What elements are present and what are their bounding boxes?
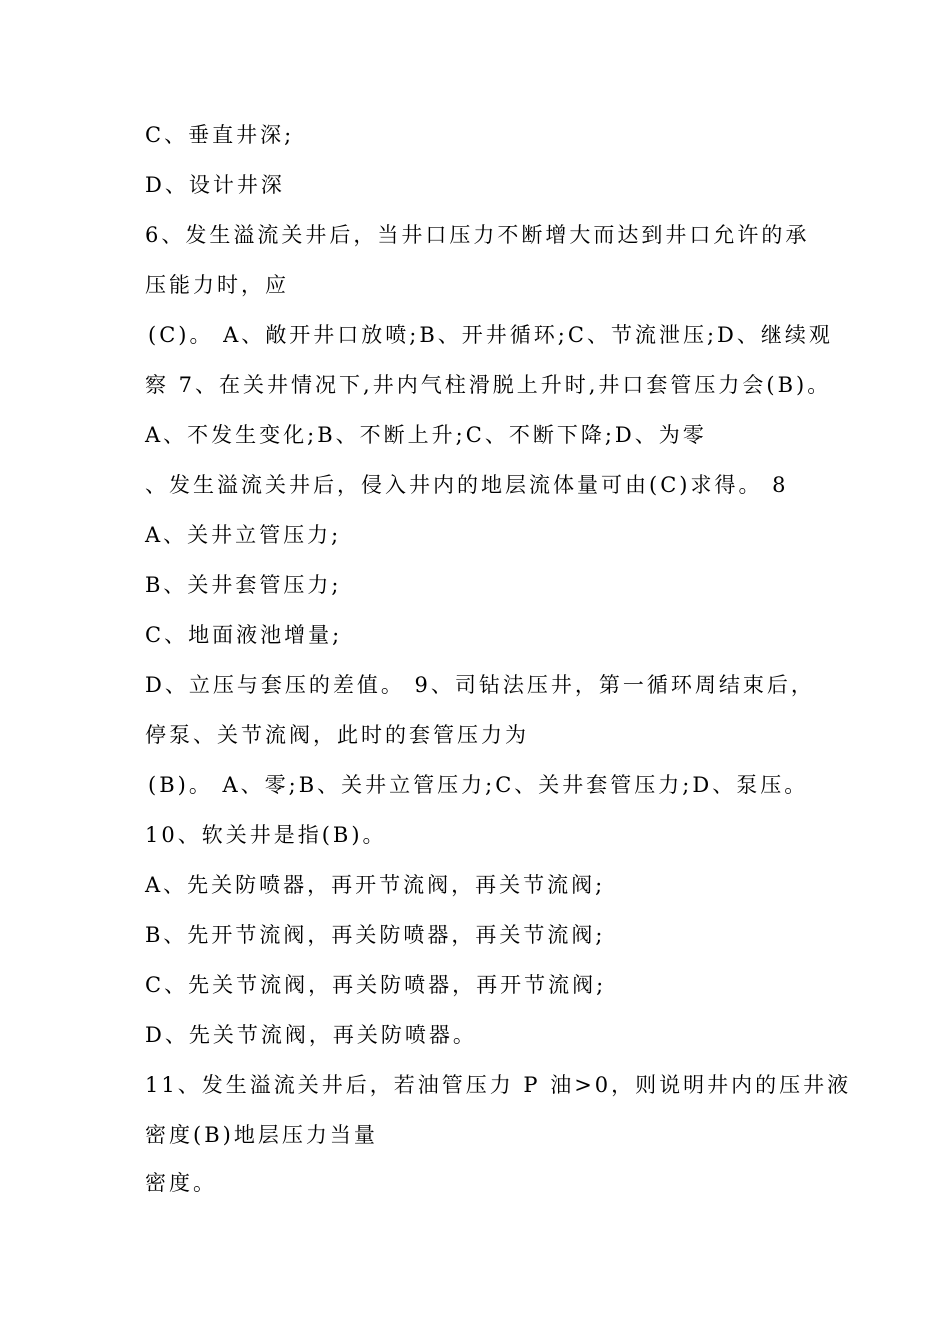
answer-option: D、先关节流阀，再关防喷器。 — [145, 1023, 477, 1047]
text-line: (C)。 A、敞开井口放喷;B、开井循环;C、节流泄压;D、继续观 — [148, 323, 833, 347]
text-line: C、垂直井深; — [145, 123, 295, 147]
answer-option: C、地面液池增量; — [145, 623, 343, 647]
question-11-text: 11、发生溢流关井后，若油管压力 P 油>0，则说明井内的压井液 — [145, 1073, 852, 1097]
question-6-text: 6、发生溢流关井后，当井口压力不断增大而达到井口允许的承 — [145, 223, 810, 247]
text-line: 停泵、关节流阀，此时的套管压力为 — [145, 723, 529, 747]
text-line: (B)。 A、零;B、关井立管压力;C、关井套管压力;D、泵压。 — [148, 773, 809, 797]
answer-option: C、先关节流阀，再关防喷器，再开节流阀; — [145, 973, 607, 997]
text-line: 密度。 — [145, 1171, 217, 1195]
text-line: 压能力时，应 — [145, 273, 289, 297]
text-line: D、设计井深 — [145, 173, 285, 197]
answer-option: B、先开节流阀，再关防喷器，再关节流阀; — [145, 923, 606, 947]
text-line: 密度(B)地层压力当量 — [145, 1123, 378, 1147]
question-10-text: 10、软关井是指(B)。 — [145, 823, 387, 847]
answer-option: A、先关防喷器，再开节流阀，再关节流阀; — [145, 873, 606, 897]
answer-option: B、关井套管压力; — [145, 573, 342, 597]
answer-option: A、关井立管压力; — [145, 523, 342, 547]
question-8-text: 、发生溢流关井后，侵入井内的地层流体量可由(C)求得。 8 — [145, 473, 789, 497]
question-9-text: D、立压与套压的差值。 9、司钻法压井，第一循环周结束后， — [145, 673, 815, 697]
question-7-text: 察 7、在关井情况下,井内气柱滑脱上升时,井口套管压力会(B)。 — [145, 373, 832, 397]
text-line: A、不发生变化;B、不断上升;C、不断下降;D、为零 — [145, 423, 707, 447]
